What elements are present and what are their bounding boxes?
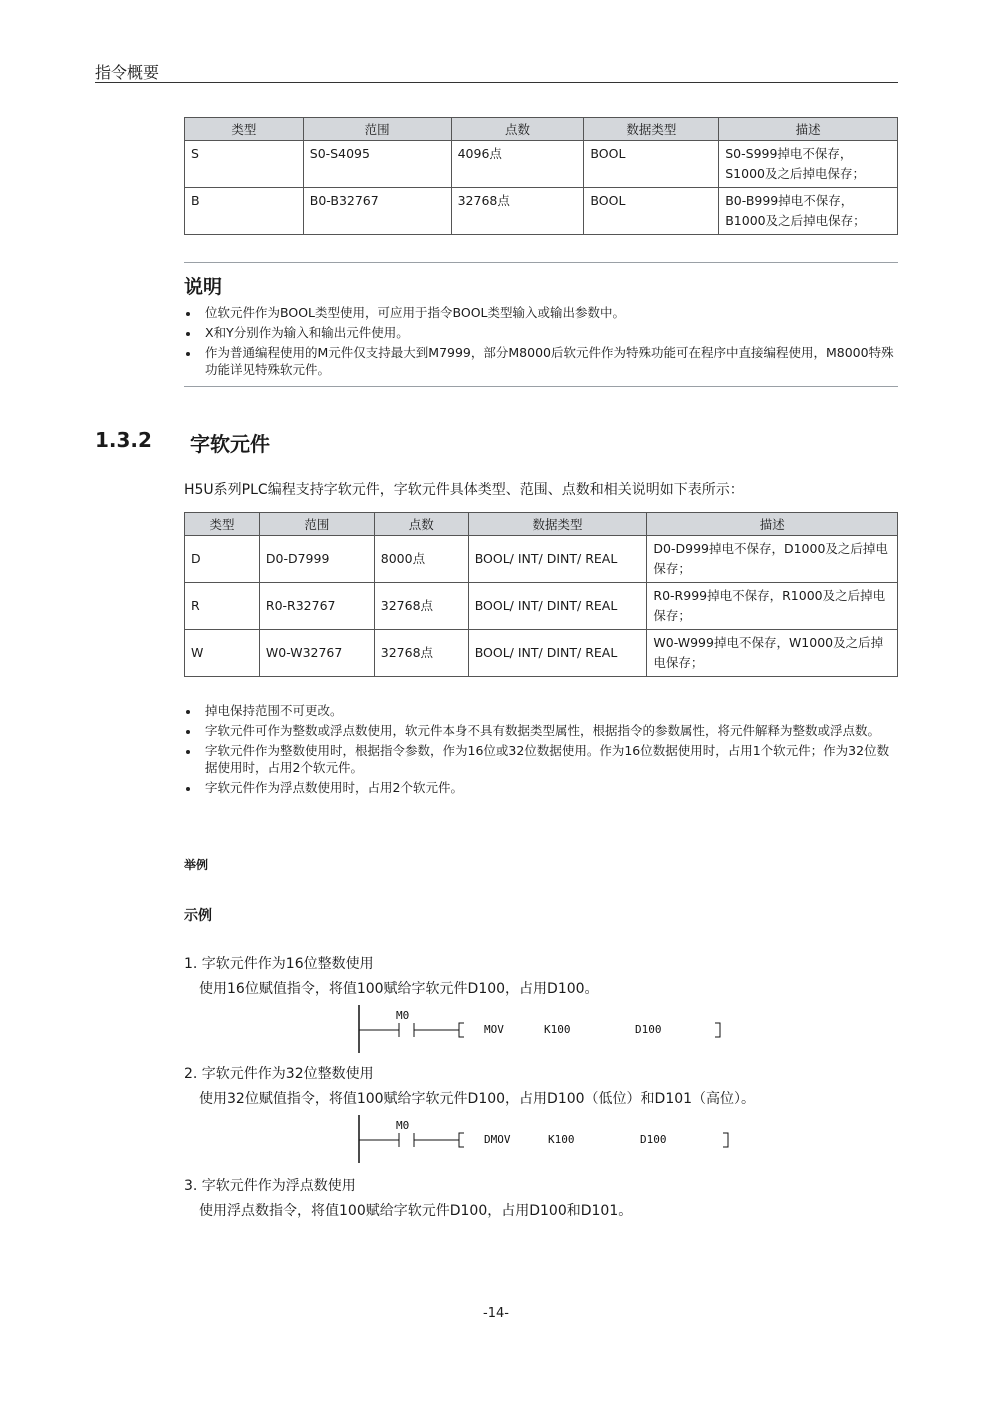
instruction-op: MOV — [484, 1023, 504, 1036]
table-cell: W — [185, 630, 260, 677]
list-item: 字软元件作为整数使用时，根据指令参数，作为16位或32位数据使用。作为16位数据使用时，占用1个软元件；作为32位数据使用时，占用2个软元件。 — [184, 742, 898, 776]
table-cell: S0-S4095 — [303, 141, 451, 188]
table-header-row — [185, 513, 898, 536]
header-cell: 数据类型 — [584, 118, 719, 141]
header-cell: 范围 — [259, 513, 374, 536]
bit-device-table — [184, 117, 898, 235]
table-row — [185, 188, 898, 235]
section-intro: H5U系列PLC编程支持字软元件，字软元件具体类型、范围、点数和相关说明如下表所示： — [184, 482, 744, 498]
ladder-diagram-2 — [345, 1113, 745, 1169]
instruction-op: DMOV — [484, 1133, 511, 1146]
note-top-divider — [184, 262, 898, 263]
table-cell: W0-W32767 — [259, 630, 374, 677]
table-row — [185, 630, 898, 677]
table-cell: B0-B32767 — [303, 188, 451, 235]
word-device-table — [184, 512, 898, 677]
table-cell: 32768点 — [374, 630, 468, 677]
example-label: 举例 — [184, 858, 209, 872]
table-cell: BOOL/ INT/ DINT/ REAL — [468, 583, 647, 630]
note-bottom-divider — [184, 386, 898, 387]
header-cell: 类型 — [185, 118, 304, 141]
example-1-title: 1. 字软元件作为16位整数使用 — [184, 956, 374, 972]
list-item: 字软元件作为浮点数使用时，占用2个软元件。 — [184, 779, 898, 796]
table-cell: 32768点 — [374, 583, 468, 630]
table-cell: BOOL — [584, 141, 719, 188]
list-item: 字软元件可作为整数或浮点数使用，软元件本身不具有数据类型属性，根据指令的参数属性，将元件解释为整数或浮点数。 — [184, 722, 898, 739]
table-cell: 4096点 — [451, 141, 584, 188]
table-cell: BOOL/ INT/ DINT/ REAL — [468, 630, 647, 677]
note-title: 说明 — [184, 276, 223, 298]
word-device-notes — [184, 702, 898, 799]
table-cell: 32768点 — [451, 188, 584, 235]
note-list — [184, 304, 898, 381]
table-cell: BOOL/ INT/ DINT/ REAL — [468, 536, 647, 583]
table-cell: W0-W999掉电不保存，W1000及之后掉电保存； — [647, 630, 898, 677]
example-1-desc: 使用16位赋值指令，将值100赋给字软元件D100，占用D100。 — [199, 981, 599, 997]
table-row — [185, 536, 898, 583]
instruction-dst: D100 — [640, 1133, 667, 1146]
table-cell: D — [185, 536, 260, 583]
header-divider — [95, 82, 898, 83]
table-cell: B — [185, 188, 304, 235]
table-header-row — [185, 118, 898, 141]
example-3-desc: 使用浮点数指令，将值100赋给字软元件D100，占用D100和D101。 — [199, 1203, 633, 1219]
table-cell: R0-R999掉电不保存，R1000及之后掉电保存； — [647, 583, 898, 630]
instruction-dst: D100 — [635, 1023, 662, 1036]
instruction-src: K100 — [544, 1023, 571, 1036]
header-cell: 点数 — [451, 118, 584, 141]
example-3-title: 3. 字软元件作为浮点数使用 — [184, 1178, 356, 1194]
instruction-src: K100 — [548, 1133, 575, 1146]
table-cell: D0-D7999 — [259, 536, 374, 583]
table-cell: BOOL — [584, 188, 719, 235]
header-cell: 点数 — [374, 513, 468, 536]
header-cell: 数据类型 — [468, 513, 647, 536]
header-cell: 描述 — [719, 118, 898, 141]
page-header-title: 指令概要 — [95, 63, 160, 82]
section-number: 1.3.2 — [95, 428, 152, 452]
page-number: -14- — [483, 1306, 509, 1321]
section-title: 字软元件 — [190, 432, 270, 456]
list-item: 掉电保持范围不可更改。 — [184, 702, 898, 719]
contact-label: M0 — [396, 1009, 410, 1022]
list-item: X和Y分别作为输入和输出元件使用。 — [184, 324, 898, 341]
table-row — [185, 583, 898, 630]
table-cell: R — [185, 583, 260, 630]
list-item: 位软元件作为BOOL类型使用，可应用于指令BOOL类型输入或输出参数中。 — [184, 304, 898, 321]
header-cell: 范围 — [303, 118, 451, 141]
list-item: 作为普通编程使用的M元件仅支持最大到M7999，部分M8000后软元件作为特殊功能可在程序中直接编程使用，M8000特殊功能详见特殊软元件。 — [184, 344, 898, 378]
table-row — [185, 141, 898, 188]
header-cell: 类型 — [185, 513, 260, 536]
table-cell: 8000点 — [374, 536, 468, 583]
header-cell: 描述 — [647, 513, 898, 536]
ladder-diagram-1 — [345, 1003, 745, 1059]
table-cell: R0-R32767 — [259, 583, 374, 630]
example-2-title: 2. 字软元件作为32位整数使用 — [184, 1066, 374, 1082]
table-cell: S — [185, 141, 304, 188]
contact-label: M0 — [396, 1119, 410, 1132]
table-cell: B0-B999掉电不保存，B1000及之后掉电保存； — [719, 188, 898, 235]
sample-label: 示例 — [184, 908, 212, 924]
table-cell: S0-S999掉电不保存，S1000及之后掉电保存； — [719, 141, 898, 188]
example-2-desc: 使用32位赋值指令，将值100赋给字软元件D100，占用D100（低位）和D101（高位）。 — [199, 1091, 756, 1107]
table-cell: D0-D999掉电不保存，D1000及之后掉电保存； — [647, 536, 898, 583]
